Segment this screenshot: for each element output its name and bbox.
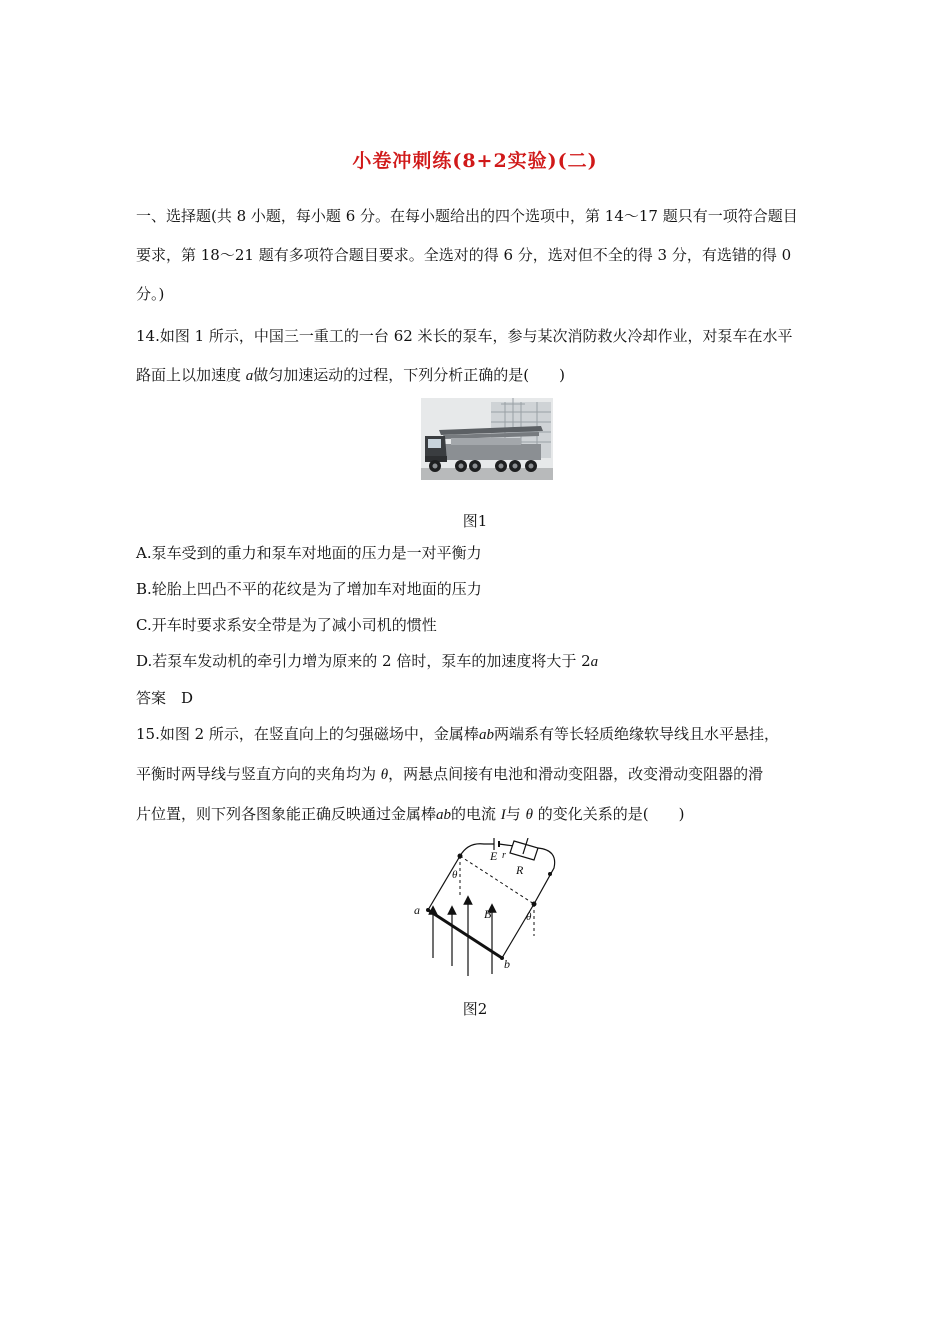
text-span: 做匀加速运动的过程，下列分析正确的是( ) <box>253 366 565 384</box>
instructions-line: 要求，第 18～21 题有多项符合题目要求。全选对的得 6 分，选对但不全的得 3 分，有选错的得 0 <box>136 246 792 264</box>
variable-ab: ab <box>436 807 452 823</box>
page-title: 小卷冲刺练(8+2实验)(二) <box>352 150 598 172</box>
option-c: C.开车时要求系安全带是为了减小司机的惯性 <box>136 616 437 634</box>
text-span: 的电流 <box>451 805 501 823</box>
option-d <box>136 650 598 671</box>
text-span: 的变化关系的是( ) <box>532 805 685 823</box>
text-span: 片位置，则下列各图象能正确反映通过金属棒 <box>136 805 437 823</box>
label-r: r <box>502 850 506 861</box>
figure-2-caption: 图2 <box>462 1000 488 1018</box>
answer: 答案 D <box>136 689 194 707</box>
text-span: 与 <box>505 805 526 823</box>
pump-truck-image <box>421 398 553 480</box>
text-span: D.若泵车发动机的牵引力增为原来的 2 倍时，泵车的加速度将大于 2 <box>136 652 591 670</box>
label-e: E <box>490 849 498 863</box>
label-theta-right: θ <box>526 911 532 923</box>
label-theta-left: θ <box>452 869 458 881</box>
text-span: 路面上以加速度 <box>136 366 246 384</box>
text-span: 平衡时两导线与竖直方向的夹角均为 <box>136 765 381 783</box>
text-span: ，两悬点间接有电池和滑动变阻器，改变滑动变阻器的滑 <box>388 765 764 783</box>
figure-1-caption: 图1 <box>462 512 488 530</box>
question-text <box>136 364 565 385</box>
variable-theta: θ <box>380 767 389 783</box>
variable-a: a <box>245 368 254 384</box>
instructions-line: 分。) <box>136 285 165 303</box>
variable-theta: θ <box>525 807 533 823</box>
instructions-line: 一、选择题(共 8 小题，每小题 6 分。在每小题给出的四个选项中，第 14～17 题只有一项符合题目 <box>136 207 798 225</box>
option-b: B.轮胎上凹凸不平的花纹是为了增加车对地面的压力 <box>136 580 482 598</box>
variable-a: a <box>590 654 599 670</box>
label-field-b: B <box>484 907 492 921</box>
question-text: 14.如图 1 所示，中国三一重工的一台 62 米长的泵车，参与某次消防救火冷却作业，对泵车在水平 <box>136 327 793 345</box>
variable-ab: ab <box>478 727 494 743</box>
label-b: b <box>504 957 510 971</box>
question-text <box>136 763 763 784</box>
circuit-diagram <box>408 838 564 976</box>
question-text <box>136 723 779 744</box>
label-a: a <box>414 903 420 917</box>
text-span: 15.如图 2 所示，在竖直向上的匀强磁场中，金属棒 <box>136 725 479 743</box>
option-a: A.泵车受到的重力和泵车对地面的压力是一对平衡力 <box>136 544 482 562</box>
label-resistor-r: R <box>516 863 524 877</box>
question-text <box>136 803 684 824</box>
variable-i: I <box>500 807 506 823</box>
text-span: 两端系有等长轻质绝缘软导线且水平悬挂， <box>493 725 779 743</box>
